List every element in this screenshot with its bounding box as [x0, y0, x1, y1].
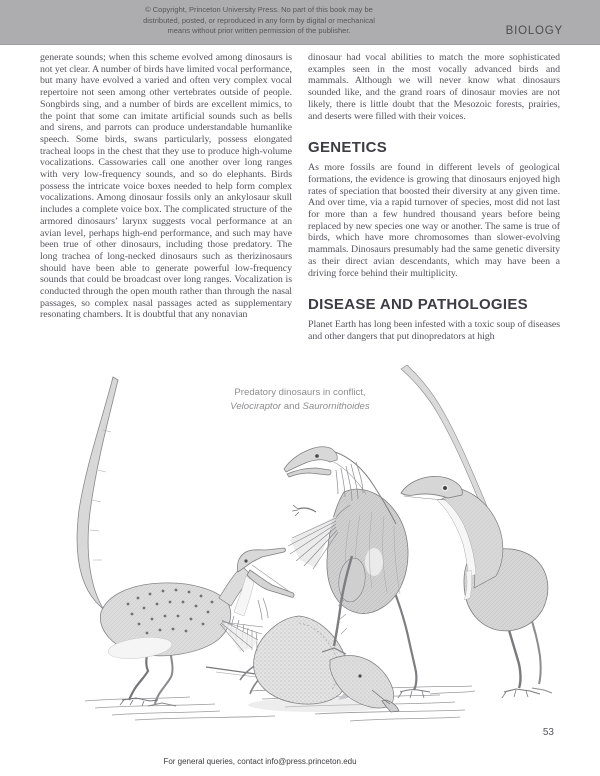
disease-paragraph: Planet Earth has long been infested with a toxic soup of diseases and other dangers that put dinopredators at high [308, 319, 560, 342]
page-number: 53 [542, 727, 554, 738]
caption-conjunction: and [281, 400, 303, 412]
figure-caption-line1: Predatory dinosaurs in conflict, [234, 387, 366, 398]
footer-contact-line: For general queries, contact info@press.princeton.edu [163, 757, 357, 766]
left-column-paragraph: generate sounds; when this scheme evolved among dinosaurs is not yet clear. A number of birds have limited vocal performance, but many have evolved a varied and often very complex vocal repertoire not seen among other vertebrates outside of people. Songbirds sing, and a number of birds are excellent mimics, to the point that some can imitate artificial sounds such as bells and sirens, and parrots can produce understandable humanlike speech. Some birds, swans particularly, possess elongated tracheal loops in the chest that they use to produce high-volume vocalizations. Cassowaries call one another over long ranges with very low-frequency sounds, and so do elephants. Birds possess the intricate voice boxes needed to help form complex vocalizations. Among dinosaur fossils only an ankylosaur skull includes a complete voice box. The complicated structure of the armored dinosaurs’ larynx suggests vocal performance at an avian level, perhaps high-end performance, and such may have been true of other dinosaurs, including those predatory. The long trachea of long-necked dinosaurs such as therizinosaurs should have been able to generate powerful low-frequency sounds that could be broadcast over long ranges. Vocalization is conducted through the open mouth rather than through the nasal passages, so complex nasal passages acted as supplementary resonating chambers. It is doubtful that any nonavian [40, 52, 292, 321]
genetics-paragraph: As more fossils are found in different levels of geological formations, the evidence is growing that dinosaurs enjoyed high rates of speciation that boosted their diversity at any given time. And over time, via a rapid turnover of species, most did not last for more than a few hundred thousand years before being replaced by new species one way or another. The same is true of birds, which have more chromosomes than slower-evolving mammals. Dinosaurs presumably had the same genetic diversity as their direct avian descendants, which may have been a driving force behind their multiplicity. [308, 162, 560, 279]
right-dinosaur [401, 365, 552, 698]
heading-disease-and-pathologies: DISEASE AND PATHOLOGIES [308, 296, 528, 314]
heading-genetics: GENETICS [308, 139, 388, 157]
copyright-line: © Copyright, Princeton University Press. No part of this book may be [145, 5, 373, 14]
copyright-line: distributed, posted, or reproduced in any form by digital or mechanical [143, 15, 375, 25]
species-name: Velociraptor [230, 400, 282, 412]
species-name: Saurornithoides [302, 400, 370, 412]
copyright-line: means without prior written permission of the publisher. [167, 26, 351, 35]
right-column-intro-paragraph: dinosaur had vocal abilities to match the more sophisticated examples seen in the most vocally advanced birds and mammals. Although we will never know what dinosaurs sounded like, and the grand roars of dinosaur movies are not likely, there is little doubt that the Mesozoic forests, prairies, and deserts were filled with their voices. [308, 52, 560, 122]
running-head-section-label: BIOLOGY [505, 25, 563, 37]
